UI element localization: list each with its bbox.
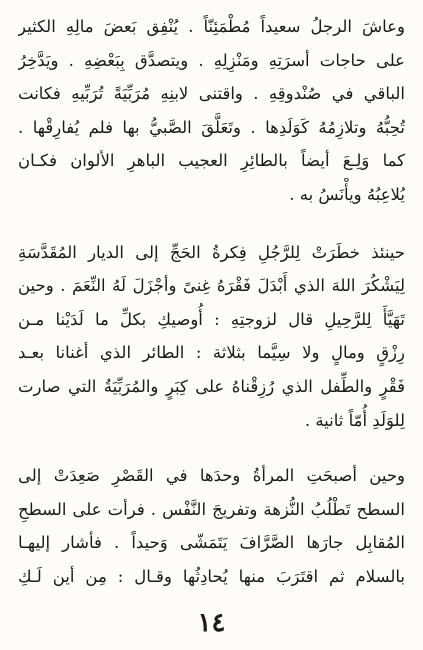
text-line: تَهَيَّأَ لِلرَّحِيلِ قال لزوجتِهِ : أُوصيكِ بكلِّ ما لَدَيْنا مـن (18, 309, 405, 329)
text-line: على حاجات أسرَتِهِ ومَنْزِلِهِ . ويتصدَّق بِبَعْضِهِ . ويَدَّخِرُ (18, 50, 405, 70)
text-line: الباقي في صُنْدوقِهِ . واقتنى لابنِهِ مُرَبِّيَةً تُرَبِّيهِ فكانت (18, 84, 405, 104)
text-line: لِيَشْكُرَ اللهَ الذي أَبْدَلَ فَقْرَهُ غِنىً وأجْزَلَ لَهُ النِّعَمَ . وحين (18, 276, 405, 296)
text-line: بالسلام ثم اقتَرَبَ منها يُحادِثُها وقـال : مِن أين لَـكِ (18, 566, 405, 586)
text-line: فَقْرٍ والطِّفل الذي رُزِقْناهُ على كِبَرٍ والمُرَبِّيَةُ التي صارت (18, 376, 405, 396)
paragraph-1 (18, 10, 405, 212)
text-line: حينئذ خطَرَتْ لِلرَّجُلِ فِكرةُ الحَجِّ إلى الديار المُقَدَّسَةِ (18, 242, 405, 262)
text-line: وحين أصبحَتِ المرأةُ وحدَها في القَصْرِ صَعِدَتْ إلى (18, 466, 405, 486)
paragraph-3 (18, 459, 405, 593)
text-line: كما وَلِـعَ أيضاً بالطائِرِ العجيب الباهرِ الألوان فكـان (18, 151, 405, 171)
page-number: ١٤ (197, 608, 226, 638)
text-line: المُقابِل جارَها الصَّرَّافَ يَتَمَشّى وَحيداً . فأشار إليهـا (18, 533, 405, 553)
text-line: السطح تَطْلُبُ النُّزهة وتفريجَ النَّفْس . فرأت على السطحِ (18, 499, 405, 519)
text-line: وعاشَ الرجلُ سعيداً مُطْمَئِنّاً . يُنْفِق بَعضَ مالِهِ الكثير (18, 17, 405, 36)
paragraph-spacer (18, 212, 405, 236)
text-line: رِزْقٍ ومالٍ ولا سِيَّما بثلاثة : الطائر الذي أغنانا بعـد (18, 343, 405, 363)
paragraph-2 (18, 236, 405, 438)
text-line: تُحِبُّهُ وتلازِمُهُ كَوَلَدِها . وتَعَلَّقَ الصَّبيُّ بها فلم يُفارِقْها . (18, 117, 405, 137)
text-line: يُلاعِبُهُ ويأْنَسُ به . (289, 184, 405, 204)
text-line: لِلوَلَدِ أُمّاً ثانية . (304, 410, 405, 430)
paragraph-spacer (18, 437, 405, 459)
